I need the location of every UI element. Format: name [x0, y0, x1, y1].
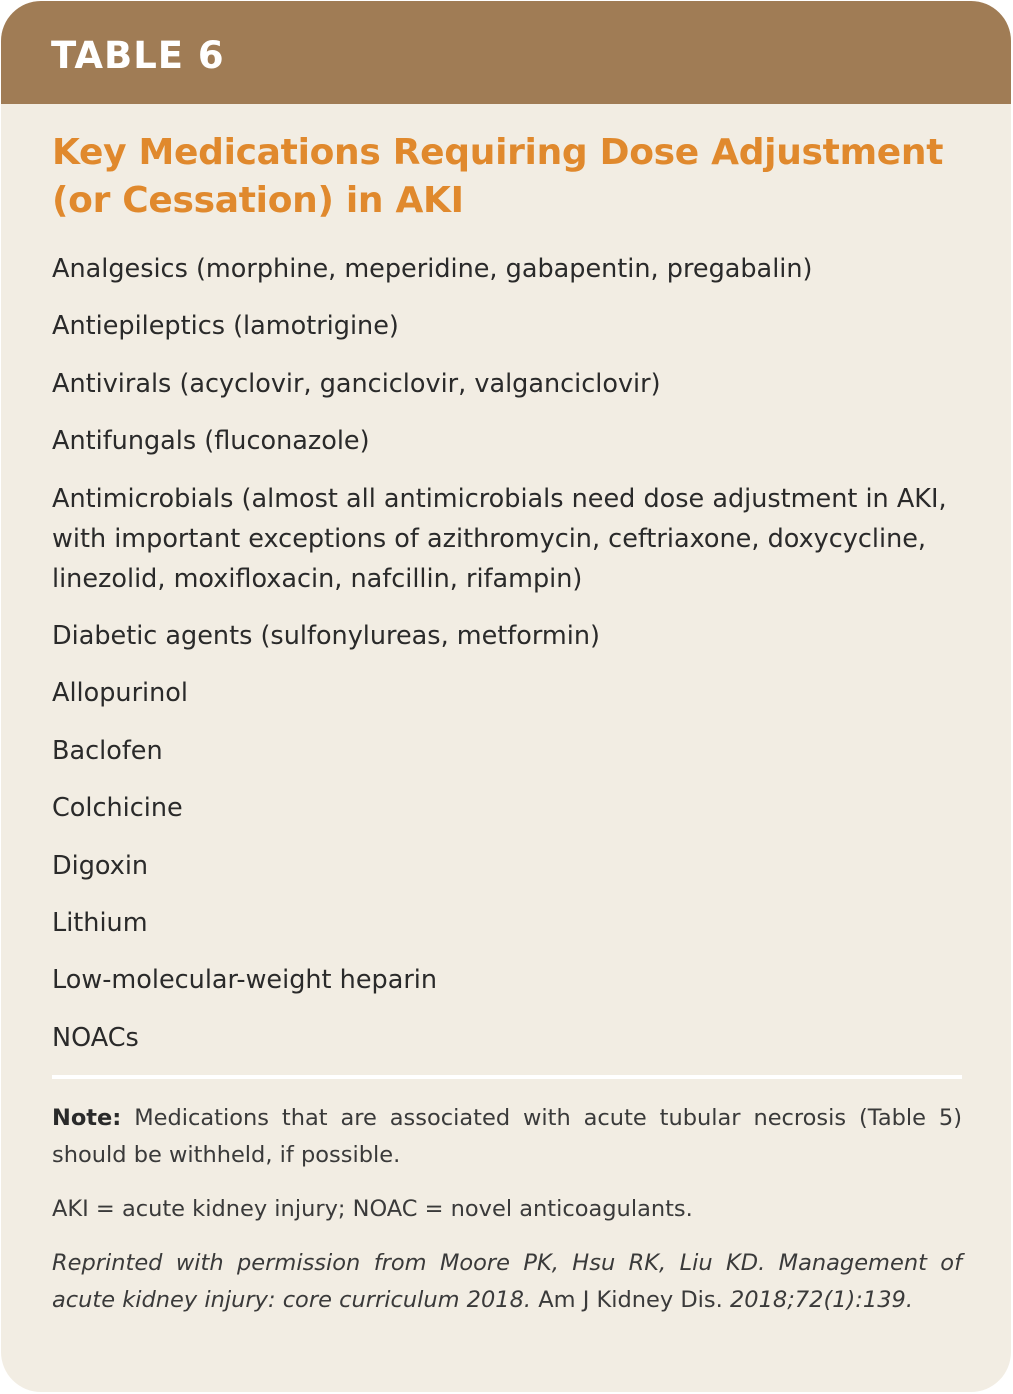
- list-item: Diabetic agents (sulfonylureas, metformin): [52, 620, 600, 651]
- source-citation: [52, 1245, 962, 1319]
- table-header-bar: [1, 1, 1011, 104]
- list-item: Antivirals (acyclovir, ganciclovir, valganciclovir): [52, 368, 661, 399]
- note-text: Medications that are associated with acute tubular necrosis (Table 5) should be withheld, if possible.: [52, 1105, 962, 1169]
- list-item: Allopurinol: [52, 678, 188, 709]
- table-title: Key Medications Requiring Dose Adjustment (or Cessation) in AKI: [52, 132, 944, 221]
- source-citation-part1: Reprinted with permission from Moore PK, Hsu RK, Liu KD. Management of acute kidney injury: core curriculum 2018.: [52, 1250, 962, 1314]
- list-item: Antiepileptics (lamotrigine): [52, 311, 399, 342]
- table-content: [52, 129, 962, 1336]
- list-item: Antimicrobials (almost all antimicrobials need dose adjustment in AKI, with important exceptions of azithromycin, ceftriaxone, doxycycline, linezolid, moxifloxacin, nafcillin, rifampin): [52, 483, 947, 594]
- list-item: Antifungals (fluconazole): [52, 426, 370, 457]
- note-paragraph: [52, 1100, 962, 1174]
- list-item: Analgesics (morphine, meperidine, gabapentin, pregabalin): [52, 254, 813, 284]
- table-card: [1, 1, 1011, 1392]
- table-number-label: TABLE 6: [51, 34, 225, 77]
- list-item: Lithium: [52, 907, 148, 938]
- note-label: Note:: [52, 1105, 122, 1132]
- footnote-divider: [52, 1075, 962, 1079]
- source-citation-volume: 2018;72(1):139.: [729, 1287, 913, 1314]
- source-citation-journal: Am J Kidney Dis.: [531, 1287, 730, 1314]
- list-item: Digoxin: [52, 850, 149, 881]
- list-item: Colchicine: [52, 793, 183, 824]
- list-item: Baclofen: [52, 735, 163, 766]
- medication-list: [52, 249, 962, 1058]
- list-item: Low-molecular-weight heparin: [52, 965, 438, 996]
- abbreviations-paragraph: AKI = acute kidney injury; NOAC = novel anticoagulants.: [52, 1196, 693, 1223]
- list-item: NOACs: [52, 1022, 139, 1053]
